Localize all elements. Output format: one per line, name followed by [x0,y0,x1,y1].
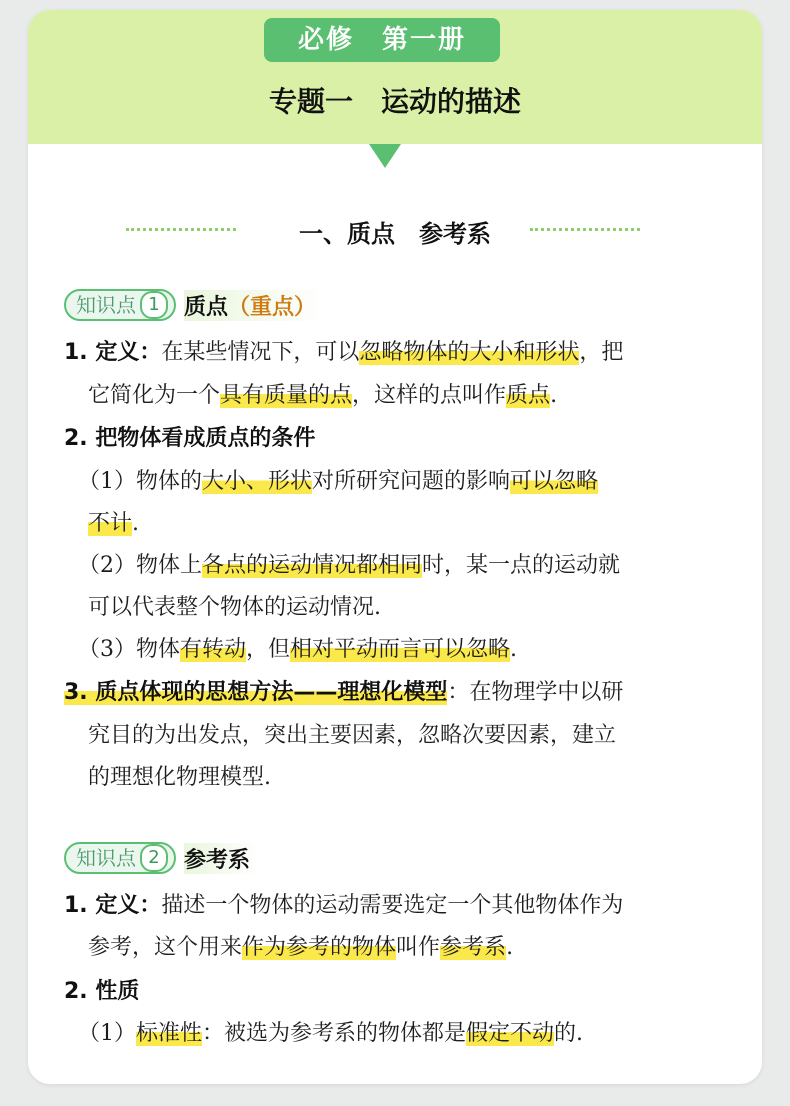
highlighted-text: 有转动 [180,637,247,662]
text-span: 的理想化物理模型. [88,765,271,790]
text-span: 究目的为出发点，突出主要因素，忽略次要因素，建立 [88,723,617,748]
text-line [64,337,623,369]
text-line [78,634,517,666]
knowledge-point-title-text: 质点 [184,294,229,320]
text-line [64,423,315,455]
text-span: 参考，这个用来 [88,935,243,960]
triangle-pointer-icon [369,144,401,168]
text-span: ：在物理学中以研 [447,680,624,705]
book-tag: 必修 第一册 [264,18,500,62]
text-span: （1）物体的 [78,469,202,494]
text-span: 叫作 [396,935,441,960]
item-heading: 2. 性质 [64,979,140,1004]
key-point-tag: （重点） [228,294,317,320]
text-line [64,677,623,709]
text-span: （1） [78,1021,136,1046]
text-span: 可以代表整个物体的运动情况. [88,595,381,620]
highlighted-text: 忽略物体的大小和形状 [359,340,580,365]
dotted-divider-right [530,228,640,231]
text-line [88,720,616,752]
knowledge-point-title [184,290,324,321]
knowledge-point-2-header [64,842,258,874]
text-span: ：被选为参考系的物体都是 [202,1021,467,1046]
text-line [78,1018,583,1050]
highlighted-text: 可以忽略 [510,469,599,494]
text-line [88,762,271,794]
text-line [88,380,557,412]
highlighted-text: 大小、形状 [202,469,313,494]
text-span: ，但 [246,637,291,662]
highlighted-text: 具有质量的点 [220,383,353,408]
text-span: 它简化为一个 [88,383,221,408]
text-span: . [132,511,140,536]
text-span: 的. [554,1021,584,1046]
highlighted-text: 各点的运动情况都相同 [202,553,423,578]
highlighted-text: 作为参考的物体 [242,935,397,960]
knowledge-point-badge-label: 知识点 [76,846,136,870]
knowledge-point-number: 2 [140,844,168,872]
knowledge-point-badge [64,289,176,321]
text-span: ，这样的点叫作 [352,383,507,408]
highlighted-text: 质点 [506,383,551,408]
text-line [78,466,598,498]
knowledge-point-number: 1 [140,291,168,319]
topic-title: 专题一 运动的描述 [268,85,521,118]
text-span: 描述一个物体的运动需要选定一个其他物体作为 [161,893,624,918]
text-line [88,932,513,964]
highlighted-text: 假定不动 [466,1021,555,1046]
text-span: . [506,935,514,960]
text-span: 在某些情况下，可以 [161,340,360,365]
highlighted-text: 参考系 [440,935,507,960]
text-line [78,550,620,582]
text-span: （3）物体 [78,637,180,662]
text-span: ，把 [579,340,624,365]
knowledge-point-badge-label: 知识点 [76,293,136,317]
text-line [88,508,139,540]
item-heading: 3. 质点体现的思想方法——理想化模型 [64,680,448,705]
text-span: . [550,383,558,408]
knowledge-point-1-header [64,289,324,321]
item-heading: 2. 把物体看成质点的条件 [64,426,316,451]
knowledge-point-title: 参考系 [184,843,258,874]
highlighted-text: 不计 [88,511,133,536]
text-line [88,592,381,624]
section-title: 一、质点 参考系 [299,220,491,248]
text-span: 时，某一点的运动就 [422,553,621,578]
highlighted-text: 相对平动而言可以忽略 [290,637,511,662]
item-heading: 1. 定义： [64,893,162,918]
text-line [64,890,623,922]
text-span: （2）物体上 [78,553,202,578]
highlighted-text: 标准性 [136,1021,203,1046]
text-span: . [510,637,518,662]
text-span: 对所研究问题的影响 [312,469,511,494]
knowledge-point-badge [64,842,176,874]
text-line [64,976,139,1008]
page-card [28,10,762,1084]
item-heading: 1. 定义： [64,340,162,365]
